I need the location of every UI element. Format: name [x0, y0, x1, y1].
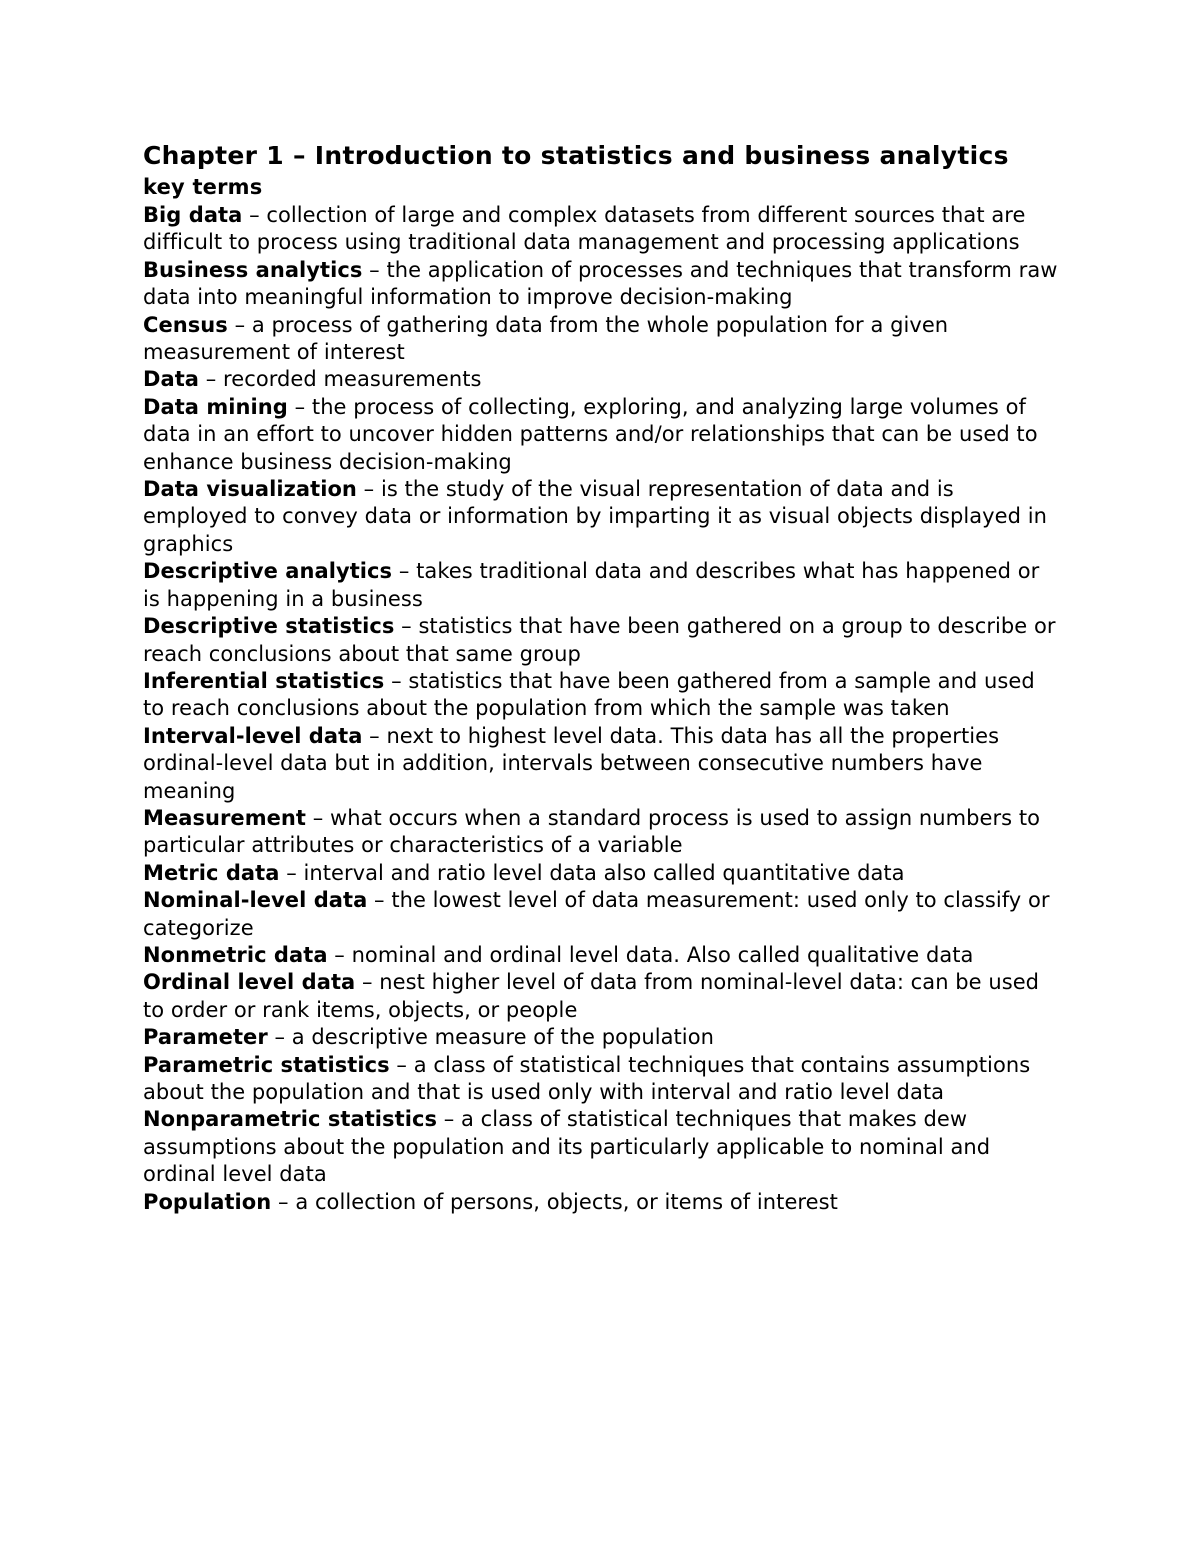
term-definition: a descriptive measure of the population	[291, 1025, 714, 1050]
chapter-title: Chapter 1 – Introduction to statistics and business analytics	[143, 141, 1009, 170]
term-entry	[143, 312, 1058, 367]
term-separator: –	[384, 668, 409, 693]
term-name: Data	[143, 367, 200, 392]
term-definition: takes traditional data and describes what has happened or is happening in a business	[143, 559, 1040, 611]
term-name: Business analytics	[143, 257, 363, 282]
term-definition: the process of collecting, exploring, and analyzing large volumes of data in an effort to uncover hidden patterns and/or relationships that can be used to enhance business decision-making	[143, 394, 1038, 474]
term-separator: –	[327, 942, 352, 967]
term-entry	[143, 805, 1058, 860]
term-entry	[143, 969, 1058, 1024]
term-name: Measurement	[143, 805, 307, 830]
term-separator: –	[392, 559, 417, 584]
term-definition: a collection of persons, objects, or items of interest	[295, 1189, 838, 1214]
term-name: Big data	[143, 203, 243, 227]
term-name: Descriptive statistics	[143, 614, 395, 639]
term-entry	[143, 942, 1058, 969]
term-name: Metric data	[143, 860, 280, 885]
term-entry	[143, 1106, 1058, 1188]
term-separator: –	[362, 723, 387, 748]
term-separator: –	[356, 477, 381, 502]
term-name: Nonparametric statistics	[143, 1107, 437, 1132]
term-entry	[143, 476, 1058, 558]
term-entry	[143, 668, 1058, 723]
term-separator: –	[306, 805, 331, 830]
term-separator: –	[437, 1107, 462, 1132]
term-entry	[143, 366, 1058, 393]
term-separator: –	[355, 970, 380, 995]
term-definition: recorded measurements	[223, 367, 482, 392]
term-definition: the application of processes and techniques that transform raw data into meaningful information to improve decision-making	[143, 257, 1058, 310]
term-name: Inferential statistics	[143, 668, 385, 693]
term-entry	[143, 1189, 1058, 1216]
term-separator: –	[199, 367, 224, 392]
term-separator: –	[279, 860, 304, 885]
term-entry	[143, 1052, 1058, 1107]
term-entry	[143, 1024, 1058, 1051]
term-definition: a class of statistical techniques that contains assumptions about the population and that is used only with interval and ratio level data	[143, 1052, 1031, 1104]
term-definition: a process of gathering data from the whole population for a given measurement of interest	[143, 312, 949, 365]
term-definition: statistics that have been gathered from a sample and used to reach conclusions about the population from which the sample was taken	[143, 668, 1035, 721]
term-definition: nest higher level of data from nominal-level data: can be used to order or rank items, objects, or people	[143, 970, 1040, 1022]
term-name: Population	[143, 1189, 272, 1214]
term-name: Data mining	[143, 394, 288, 419]
term-name: Data visualization	[143, 477, 357, 502]
term-name: Ordinal level data	[143, 970, 356, 995]
term-separator: –	[271, 1189, 296, 1214]
section-subtitle: key terms	[143, 175, 263, 199]
term-separator: –	[267, 1025, 292, 1050]
term-name: Census	[143, 312, 228, 337]
term-separator: –	[287, 394, 312, 419]
term-definition: collection of large and complex datasets from different sources that are difficult to process using traditional data management and processing applications	[143, 203, 1026, 255]
term-definition: the lowest level of data measurement: used only to classify or categorize	[143, 888, 1050, 940]
term-definition: interval and ratio level data also called quantitative data	[303, 860, 905, 885]
term-entry	[143, 887, 1058, 942]
term-entry	[143, 257, 1058, 312]
term-separator: –	[367, 888, 392, 913]
term-name: Nominal-level data	[143, 888, 368, 913]
term-definition: a class of statistical techniques that makes dew assumptions about the population and its particularly applicable to nominal and ordinal level data	[143, 1107, 991, 1187]
term-entry	[143, 613, 1058, 668]
term-entry	[143, 202, 1058, 257]
term-name: Descriptive analytics	[143, 559, 393, 584]
document-page	[143, 140, 1058, 1216]
key-terms-list	[143, 202, 1058, 1216]
term-entry	[143, 723, 1058, 805]
term-entry	[143, 558, 1058, 613]
term-name: Interval-level data	[143, 723, 363, 748]
term-name: Parametric statistics	[143, 1052, 390, 1077]
term-entry	[143, 860, 1058, 887]
term-entry	[143, 394, 1058, 476]
term-definition: next to highest level data. This data has all the properties ordinal-level data but in addition, intervals between consecutive numbers have meaning	[143, 723, 1000, 803]
term-name: Nonmetric data	[143, 942, 328, 967]
term-definition: what occurs when a standard process is used to assign numbers to particular attributes or characteristics of a variable	[143, 805, 1041, 858]
term-separator: –	[362, 257, 387, 282]
term-separator: –	[389, 1052, 414, 1077]
term-definition: is the study of the visual representation of data and is employed to convey data or information by imparting it as visual objects displayed in graphics	[143, 477, 1047, 556]
term-definition: statistics that have been gathered on a group to describe or reach conclusions about that same group	[143, 614, 1056, 666]
term-name: Parameter	[143, 1025, 268, 1050]
term-separator: –	[227, 312, 252, 337]
term-separator: –	[394, 614, 419, 639]
term-separator: –	[242, 203, 267, 227]
term-definition: nominal and ordinal level data. Also called qualitative data	[351, 942, 974, 967]
